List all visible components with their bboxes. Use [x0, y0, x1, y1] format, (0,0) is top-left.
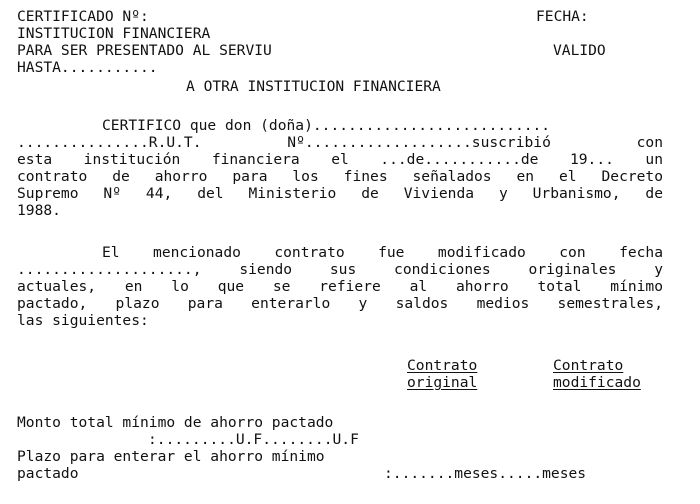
- row-label-term: Plazo para enterar el ahorro mínimo: [17, 448, 325, 465]
- valid-label: VALIDO: [553, 42, 606, 59]
- presented-line: PARA SER PRESENTADO AL SERVIU: [17, 42, 272, 59]
- document-subtitle: A OTRA INSTITUCION FINANCIERA: [186, 78, 441, 95]
- row-values-minimum-savings: :.........U.F........U.F: [148, 431, 359, 448]
- institution-line: INSTITUCION FINANCIERA: [17, 25, 211, 42]
- paragraph1-line: contrato de ahorro para los fines señalados en el Decreto: [17, 168, 663, 185]
- column-header-modified: modificado: [553, 374, 641, 391]
- paragraph1-line: CERTIFICO que don (doña)...........................: [102, 117, 551, 134]
- column-header-original: Contrato: [407, 357, 478, 374]
- paragraph2-line: El mencionado contrato fue modificado con fecha: [102, 244, 663, 261]
- row-values-term: :.......meses.....meses: [384, 465, 587, 482]
- paragraph1-line: Supremo Nº 44, del Ministerio de Vivienda y Urbanismo, de: [17, 185, 663, 202]
- paragraph2-line: las siguientes:: [17, 312, 149, 329]
- certificate-number-label: CERTIFICADO Nº:: [17, 8, 149, 25]
- column-header-original: original: [407, 374, 478, 391]
- paragraph2-line: pactado, plazo para enterarlo y saldos medios semestrales,: [17, 295, 663, 312]
- date-label: FECHA:: [536, 8, 589, 25]
- paragraph2-line: actuales, en lo que se refiere al ahorro total mínimo: [17, 278, 663, 295]
- paragraph1-line: 1988.: [17, 202, 61, 219]
- paragraph1-line: esta institución financiera el ...de...........de 19... un: [17, 151, 663, 168]
- valid-until-line: HASTA...........: [17, 59, 158, 76]
- paragraph2-line: ...................., siendo sus condiciones originales y: [17, 261, 663, 278]
- column-header-modified: Contrato: [553, 357, 624, 374]
- row-label-minimum-savings: Monto total mínimo de ahorro pactado: [17, 414, 334, 431]
- row-label-term: pactado: [17, 465, 79, 482]
- paragraph1-line: ...............R.U.T. Nº...................suscribió con: [17, 134, 663, 151]
